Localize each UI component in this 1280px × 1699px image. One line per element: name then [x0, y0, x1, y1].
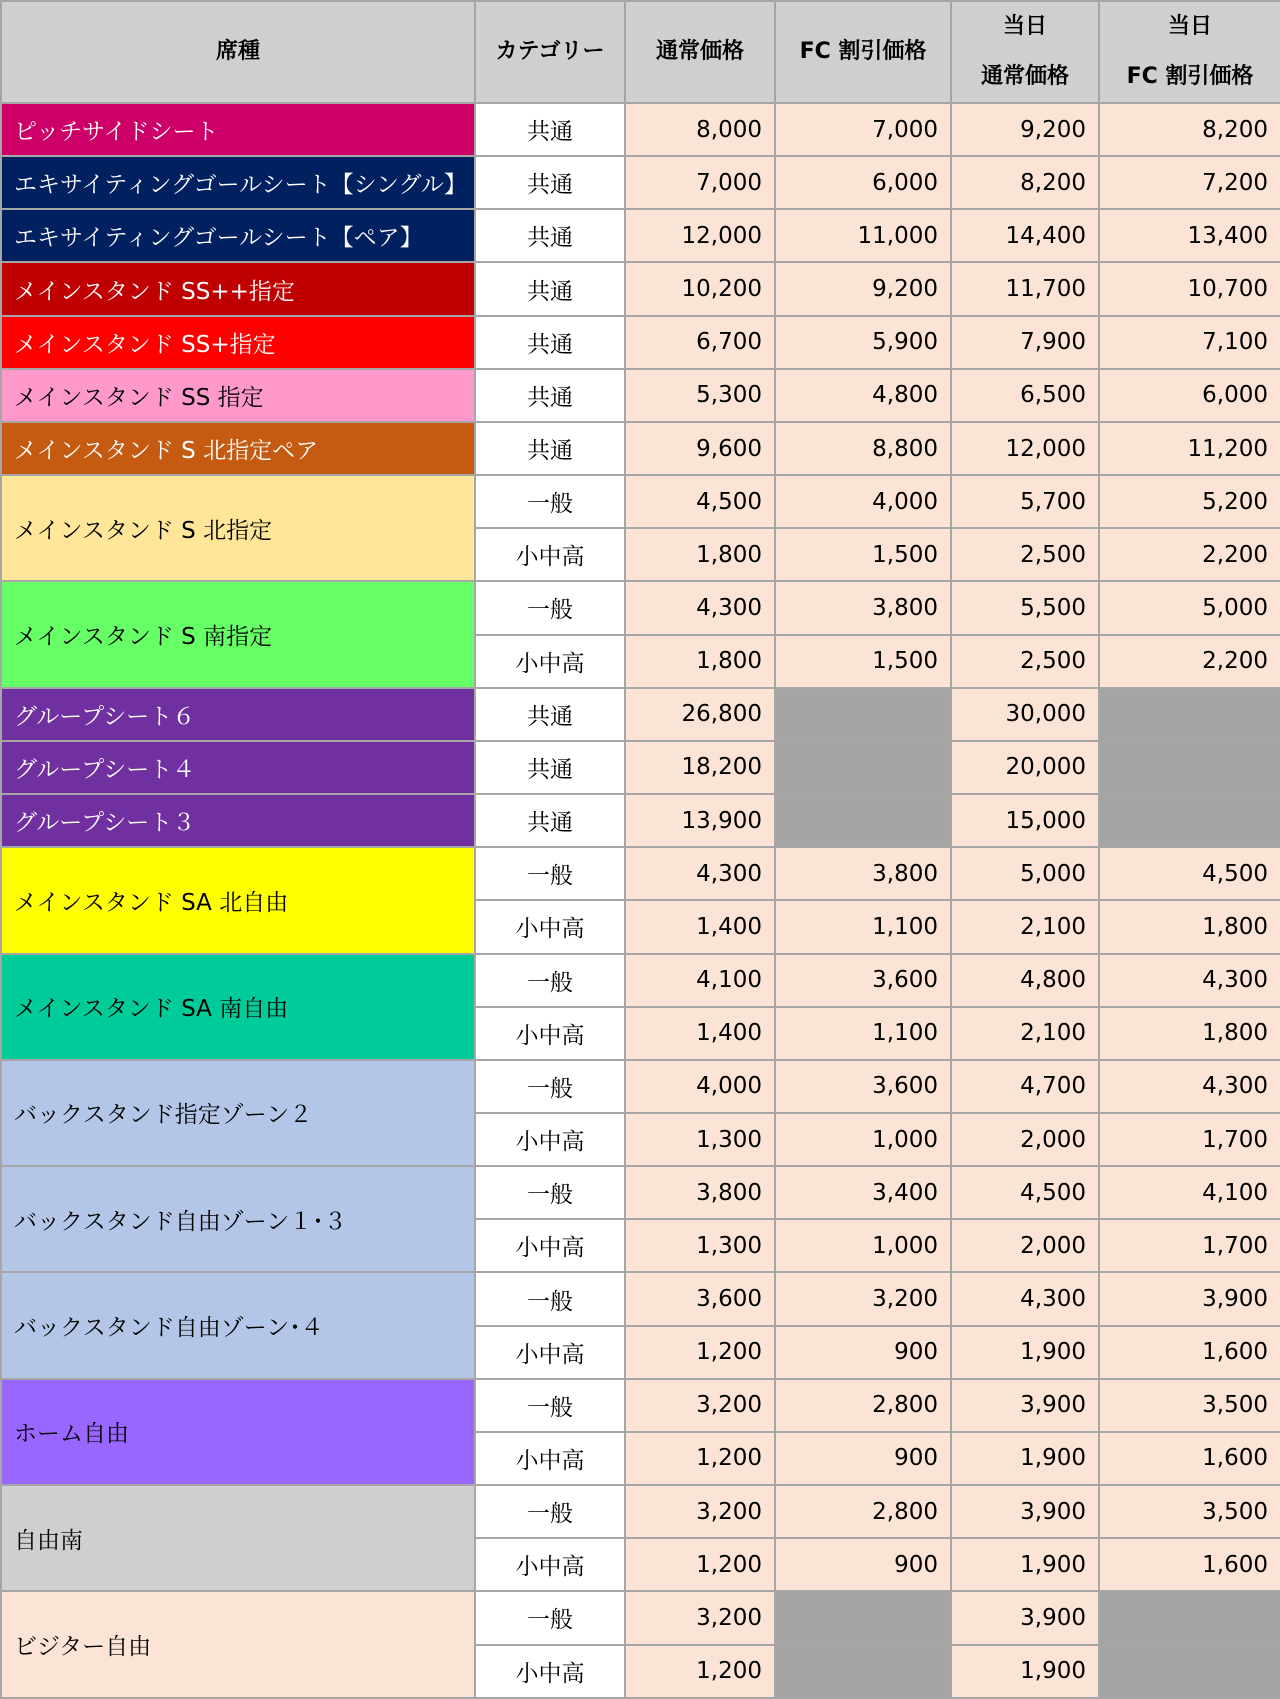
- category-cell: 共通: [475, 369, 625, 422]
- fc-price-cell: 3,400: [775, 1166, 951, 1219]
- day-fc-price-cell: 3,900: [1099, 1272, 1280, 1325]
- table-row: [1, 1272, 1280, 1325]
- table-row: [1, 1166, 1280, 1219]
- table-row: [1, 369, 1280, 422]
- regular-price-cell: 8,000: [625, 103, 775, 156]
- table-row: [1, 581, 1280, 634]
- day-regular-price-cell: 1,900: [951, 1432, 1099, 1485]
- seat-type-cell: グループシート３: [1, 794, 475, 847]
- day-fc-price-cell: 5,200: [1099, 475, 1280, 528]
- day-regular-price-cell: 6,500: [951, 369, 1099, 422]
- day-regular-price-cell: 2,000: [951, 1219, 1099, 1272]
- fc-price-cell: 9,200: [775, 262, 951, 315]
- category-cell: 小中高: [475, 900, 625, 953]
- category-cell: 一般: [475, 954, 625, 1007]
- regular-price-cell: 1,200: [625, 1645, 775, 1698]
- day-regular-price-cell: 1,900: [951, 1326, 1099, 1379]
- regular-price-cell: 18,200: [625, 741, 775, 794]
- day-fc-price-cell: 4,100: [1099, 1166, 1280, 1219]
- category-cell: 小中高: [475, 1645, 625, 1698]
- table-row: [1, 1485, 1280, 1538]
- table-row: [1, 262, 1280, 315]
- day-fc-price-cell: 10,700: [1099, 262, 1280, 315]
- day-regular-price-cell: 8,200: [951, 156, 1099, 209]
- day-regular-price-cell: 4,300: [951, 1272, 1099, 1325]
- fc-price-cell: 5,900: [775, 316, 951, 369]
- regular-price-cell: 1,400: [625, 900, 775, 953]
- day-fc-price-cell: 7,100: [1099, 316, 1280, 369]
- day-regular-price-cell: 15,000: [951, 794, 1099, 847]
- day-fc-price-cell: 1,800: [1099, 900, 1280, 953]
- fc-price-cell: 1,500: [775, 635, 951, 688]
- fc-price-cell: 900: [775, 1326, 951, 1379]
- table-row: [1, 422, 1280, 475]
- category-cell: 小中高: [475, 1007, 625, 1060]
- regular-price-cell: 10,200: [625, 262, 775, 315]
- day-fc-price-cell: 1,700: [1099, 1219, 1280, 1272]
- seat-type-cell: ピッチサイドシート: [1, 103, 475, 156]
- regular-price-cell: 7,000: [625, 156, 775, 209]
- header-fc-price: FC 割引価格: [775, 1, 951, 103]
- regular-price-cell: 1,200: [625, 1432, 775, 1485]
- unavailable-cell: [1099, 688, 1280, 741]
- day-fc-price-cell: 1,700: [1099, 1113, 1280, 1166]
- day-regular-price-cell: 7,900: [951, 316, 1099, 369]
- unavailable-cell: [1099, 1591, 1280, 1644]
- fc-price-cell: 3,600: [775, 954, 951, 1007]
- category-cell: 一般: [475, 1485, 625, 1538]
- header-day-fc-top: 当日: [1167, 14, 1212, 39]
- seat-type-cell: メインスタンド S 北指定ペア: [1, 422, 475, 475]
- category-cell: 共通: [475, 794, 625, 847]
- regular-price-cell: 12,000: [625, 209, 775, 262]
- day-regular-price-cell: 3,900: [951, 1591, 1099, 1644]
- category-cell: 一般: [475, 1272, 625, 1325]
- day-regular-price-cell: 2,100: [951, 900, 1099, 953]
- seat-type-cell: メインスタンド S 北指定: [1, 475, 475, 581]
- table-row: [1, 156, 1280, 209]
- fc-price-cell: 7,000: [775, 103, 951, 156]
- regular-price-cell: 3,800: [625, 1166, 775, 1219]
- unavailable-cell: [775, 1645, 951, 1698]
- fc-price-cell: 3,800: [775, 847, 951, 900]
- day-fc-price-cell: 1,600: [1099, 1432, 1280, 1485]
- day-regular-price-cell: 2,500: [951, 528, 1099, 581]
- category-cell: 小中高: [475, 1326, 625, 1379]
- table-row: [1, 209, 1280, 262]
- table-row: [1, 103, 1280, 156]
- regular-price-cell: 1,300: [625, 1219, 775, 1272]
- regular-price-cell: 3,600: [625, 1272, 775, 1325]
- day-fc-price-cell: 4,300: [1099, 954, 1280, 1007]
- category-cell: 共通: [475, 741, 625, 794]
- fc-price-cell: 2,800: [775, 1485, 951, 1538]
- day-regular-price-cell: 1,900: [951, 1645, 1099, 1698]
- day-fc-price-cell: 1,800: [1099, 1007, 1280, 1060]
- day-fc-price-cell: 13,400: [1099, 209, 1280, 262]
- seat-type-cell: ホーム自由: [1, 1379, 475, 1485]
- category-cell: 共通: [475, 103, 625, 156]
- header-day-regular-bottom: 通常価格: [980, 64, 1069, 89]
- table-row: [1, 316, 1280, 369]
- seat-type-cell: バックスタンド自由ゾーン･４: [1, 1272, 475, 1378]
- category-cell: 共通: [475, 262, 625, 315]
- fc-price-cell: 1,100: [775, 900, 951, 953]
- day-fc-price-cell: 8,200: [1099, 103, 1280, 156]
- day-fc-price-cell: 3,500: [1099, 1379, 1280, 1432]
- seat-type-cell: バックスタンド自由ゾーン１･３: [1, 1166, 475, 1272]
- unavailable-cell: [775, 741, 951, 794]
- day-regular-price-cell: 30,000: [951, 688, 1099, 741]
- unavailable-cell: [775, 794, 951, 847]
- seat-type-cell: エキサイティングゴールシート【ペア】: [1, 209, 475, 262]
- category-cell: 共通: [475, 156, 625, 209]
- fc-price-cell: 1,000: [775, 1113, 951, 1166]
- day-regular-price-cell: 5,000: [951, 847, 1099, 900]
- day-regular-price-cell: 4,700: [951, 1060, 1099, 1113]
- seat-type-cell: メインスタンド SA 北自由: [1, 847, 475, 953]
- seat-type-cell: メインスタンド SS+指定: [1, 316, 475, 369]
- seat-type-cell: エキサイティングゴールシート【シングル】: [1, 156, 475, 209]
- category-cell: 小中高: [475, 1538, 625, 1591]
- table-row: [1, 475, 1280, 528]
- table-row: [1, 954, 1280, 1007]
- category-cell: 共通: [475, 688, 625, 741]
- header-row: [1, 1, 1280, 103]
- category-cell: 小中高: [475, 635, 625, 688]
- day-fc-price-cell: 4,500: [1099, 847, 1280, 900]
- unavailable-cell: [1099, 1645, 1280, 1698]
- category-cell: 共通: [475, 209, 625, 262]
- category-cell: 一般: [475, 581, 625, 634]
- day-regular-price-cell: 14,400: [951, 209, 1099, 262]
- fc-price-cell: 11,000: [775, 209, 951, 262]
- regular-price-cell: 4,300: [625, 581, 775, 634]
- table-row: [1, 1379, 1280, 1432]
- day-regular-price-cell: 1,900: [951, 1538, 1099, 1591]
- header-category: カテゴリー: [475, 1, 625, 103]
- fc-price-cell: 1,100: [775, 1007, 951, 1060]
- unavailable-cell: [775, 1591, 951, 1644]
- day-regular-price-cell: 4,500: [951, 1166, 1099, 1219]
- fc-price-cell: 3,800: [775, 581, 951, 634]
- category-cell: 一般: [475, 1060, 625, 1113]
- fc-price-cell: 3,200: [775, 1272, 951, 1325]
- fc-price-cell: 6,000: [775, 156, 951, 209]
- header-day-regular-top: 当日: [1002, 14, 1047, 39]
- fc-price-cell: 900: [775, 1432, 951, 1485]
- fc-price-cell: 4,000: [775, 475, 951, 528]
- regular-price-cell: 4,100: [625, 954, 775, 1007]
- seat-type-cell: 自由南: [1, 1485, 475, 1591]
- category-cell: 共通: [475, 422, 625, 475]
- day-regular-price-cell: 11,700: [951, 262, 1099, 315]
- day-fc-price-cell: 6,000: [1099, 369, 1280, 422]
- regular-price-cell: 1,800: [625, 528, 775, 581]
- fc-price-cell: 2,800: [775, 1379, 951, 1432]
- day-fc-price-cell: 5,000: [1099, 581, 1280, 634]
- day-regular-price-cell: 5,500: [951, 581, 1099, 634]
- day-regular-price-cell: 2,500: [951, 635, 1099, 688]
- header-seat: 席種: [1, 1, 475, 103]
- category-cell: 小中高: [475, 1113, 625, 1166]
- header-day-regular-price: [951, 1, 1099, 103]
- table-row: [1, 688, 1280, 741]
- category-cell: 小中高: [475, 1219, 625, 1272]
- regular-price-cell: 9,600: [625, 422, 775, 475]
- regular-price-cell: 3,200: [625, 1379, 775, 1432]
- day-fc-price-cell: 3,500: [1099, 1485, 1280, 1538]
- day-regular-price-cell: 20,000: [951, 741, 1099, 794]
- regular-price-cell: 1,400: [625, 1007, 775, 1060]
- day-regular-price-cell: 5,700: [951, 475, 1099, 528]
- day-fc-price-cell: 1,600: [1099, 1326, 1280, 1379]
- table-row: [1, 1591, 1280, 1644]
- category-cell: 一般: [475, 1379, 625, 1432]
- fc-price-cell: 3,600: [775, 1060, 951, 1113]
- category-cell: 一般: [475, 475, 625, 528]
- category-cell: 一般: [475, 1591, 625, 1644]
- seat-type-cell: グループシート６: [1, 688, 475, 741]
- table-row: [1, 741, 1280, 794]
- fc-price-cell: 900: [775, 1538, 951, 1591]
- header-day-fc-price: [1099, 1, 1280, 103]
- category-cell: 一般: [475, 847, 625, 900]
- table-row: [1, 1060, 1280, 1113]
- regular-price-cell: 4,300: [625, 847, 775, 900]
- day-fc-price-cell: 2,200: [1099, 528, 1280, 581]
- regular-price-cell: 6,700: [625, 316, 775, 369]
- fc-price-cell: 4,800: [775, 369, 951, 422]
- regular-price-cell: 1,300: [625, 1113, 775, 1166]
- seat-type-cell: グループシート４: [1, 741, 475, 794]
- day-fc-price-cell: 1,600: [1099, 1538, 1280, 1591]
- regular-price-cell: 1,200: [625, 1326, 775, 1379]
- regular-price-cell: 3,200: [625, 1485, 775, 1538]
- day-fc-price-cell: 11,200: [1099, 422, 1280, 475]
- seat-type-cell: ビジター自由: [1, 1591, 475, 1698]
- seat-type-cell: メインスタンド SA 南自由: [1, 954, 475, 1060]
- table-body: [1, 103, 1280, 1698]
- unavailable-cell: [775, 688, 951, 741]
- day-regular-price-cell: 3,900: [951, 1379, 1099, 1432]
- day-regular-price-cell: 3,900: [951, 1485, 1099, 1538]
- regular-price-cell: 5,300: [625, 369, 775, 422]
- unavailable-cell: [1099, 794, 1280, 847]
- fc-price-cell: 1,500: [775, 528, 951, 581]
- category-cell: 一般: [475, 1166, 625, 1219]
- regular-price-cell: 4,000: [625, 1060, 775, 1113]
- unavailable-cell: [1099, 741, 1280, 794]
- regular-price-cell: 3,200: [625, 1591, 775, 1644]
- day-fc-price-cell: 2,200: [1099, 635, 1280, 688]
- category-cell: 共通: [475, 316, 625, 369]
- category-cell: 小中高: [475, 1432, 625, 1485]
- seat-type-cell: メインスタンド SS++指定: [1, 262, 475, 315]
- regular-price-cell: 13,900: [625, 794, 775, 847]
- day-fc-price-cell: 4,300: [1099, 1060, 1280, 1113]
- regular-price-cell: 1,200: [625, 1538, 775, 1591]
- day-regular-price-cell: 9,200: [951, 103, 1099, 156]
- seat-type-cell: メインスタンド SS 指定: [1, 369, 475, 422]
- header-day-fc-bottom: FC 割引価格: [1126, 64, 1254, 89]
- table-row: [1, 847, 1280, 900]
- fc-price-cell: 8,800: [775, 422, 951, 475]
- table-row: [1, 794, 1280, 847]
- fc-price-cell: 1,000: [775, 1219, 951, 1272]
- day-regular-price-cell: 2,100: [951, 1007, 1099, 1060]
- day-regular-price-cell: 4,800: [951, 954, 1099, 1007]
- regular-price-cell: 4,500: [625, 475, 775, 528]
- day-regular-price-cell: 2,000: [951, 1113, 1099, 1166]
- seat-type-cell: バックスタンド指定ゾーン２: [1, 1060, 475, 1166]
- category-cell: 小中高: [475, 528, 625, 581]
- regular-price-cell: 26,800: [625, 688, 775, 741]
- header-regular-price: 通常価格: [625, 1, 775, 103]
- day-regular-price-cell: 12,000: [951, 422, 1099, 475]
- day-fc-price-cell: 7,200: [1099, 156, 1280, 209]
- seat-type-cell: メインスタンド S 南指定: [1, 581, 475, 687]
- regular-price-cell: 1,800: [625, 635, 775, 688]
